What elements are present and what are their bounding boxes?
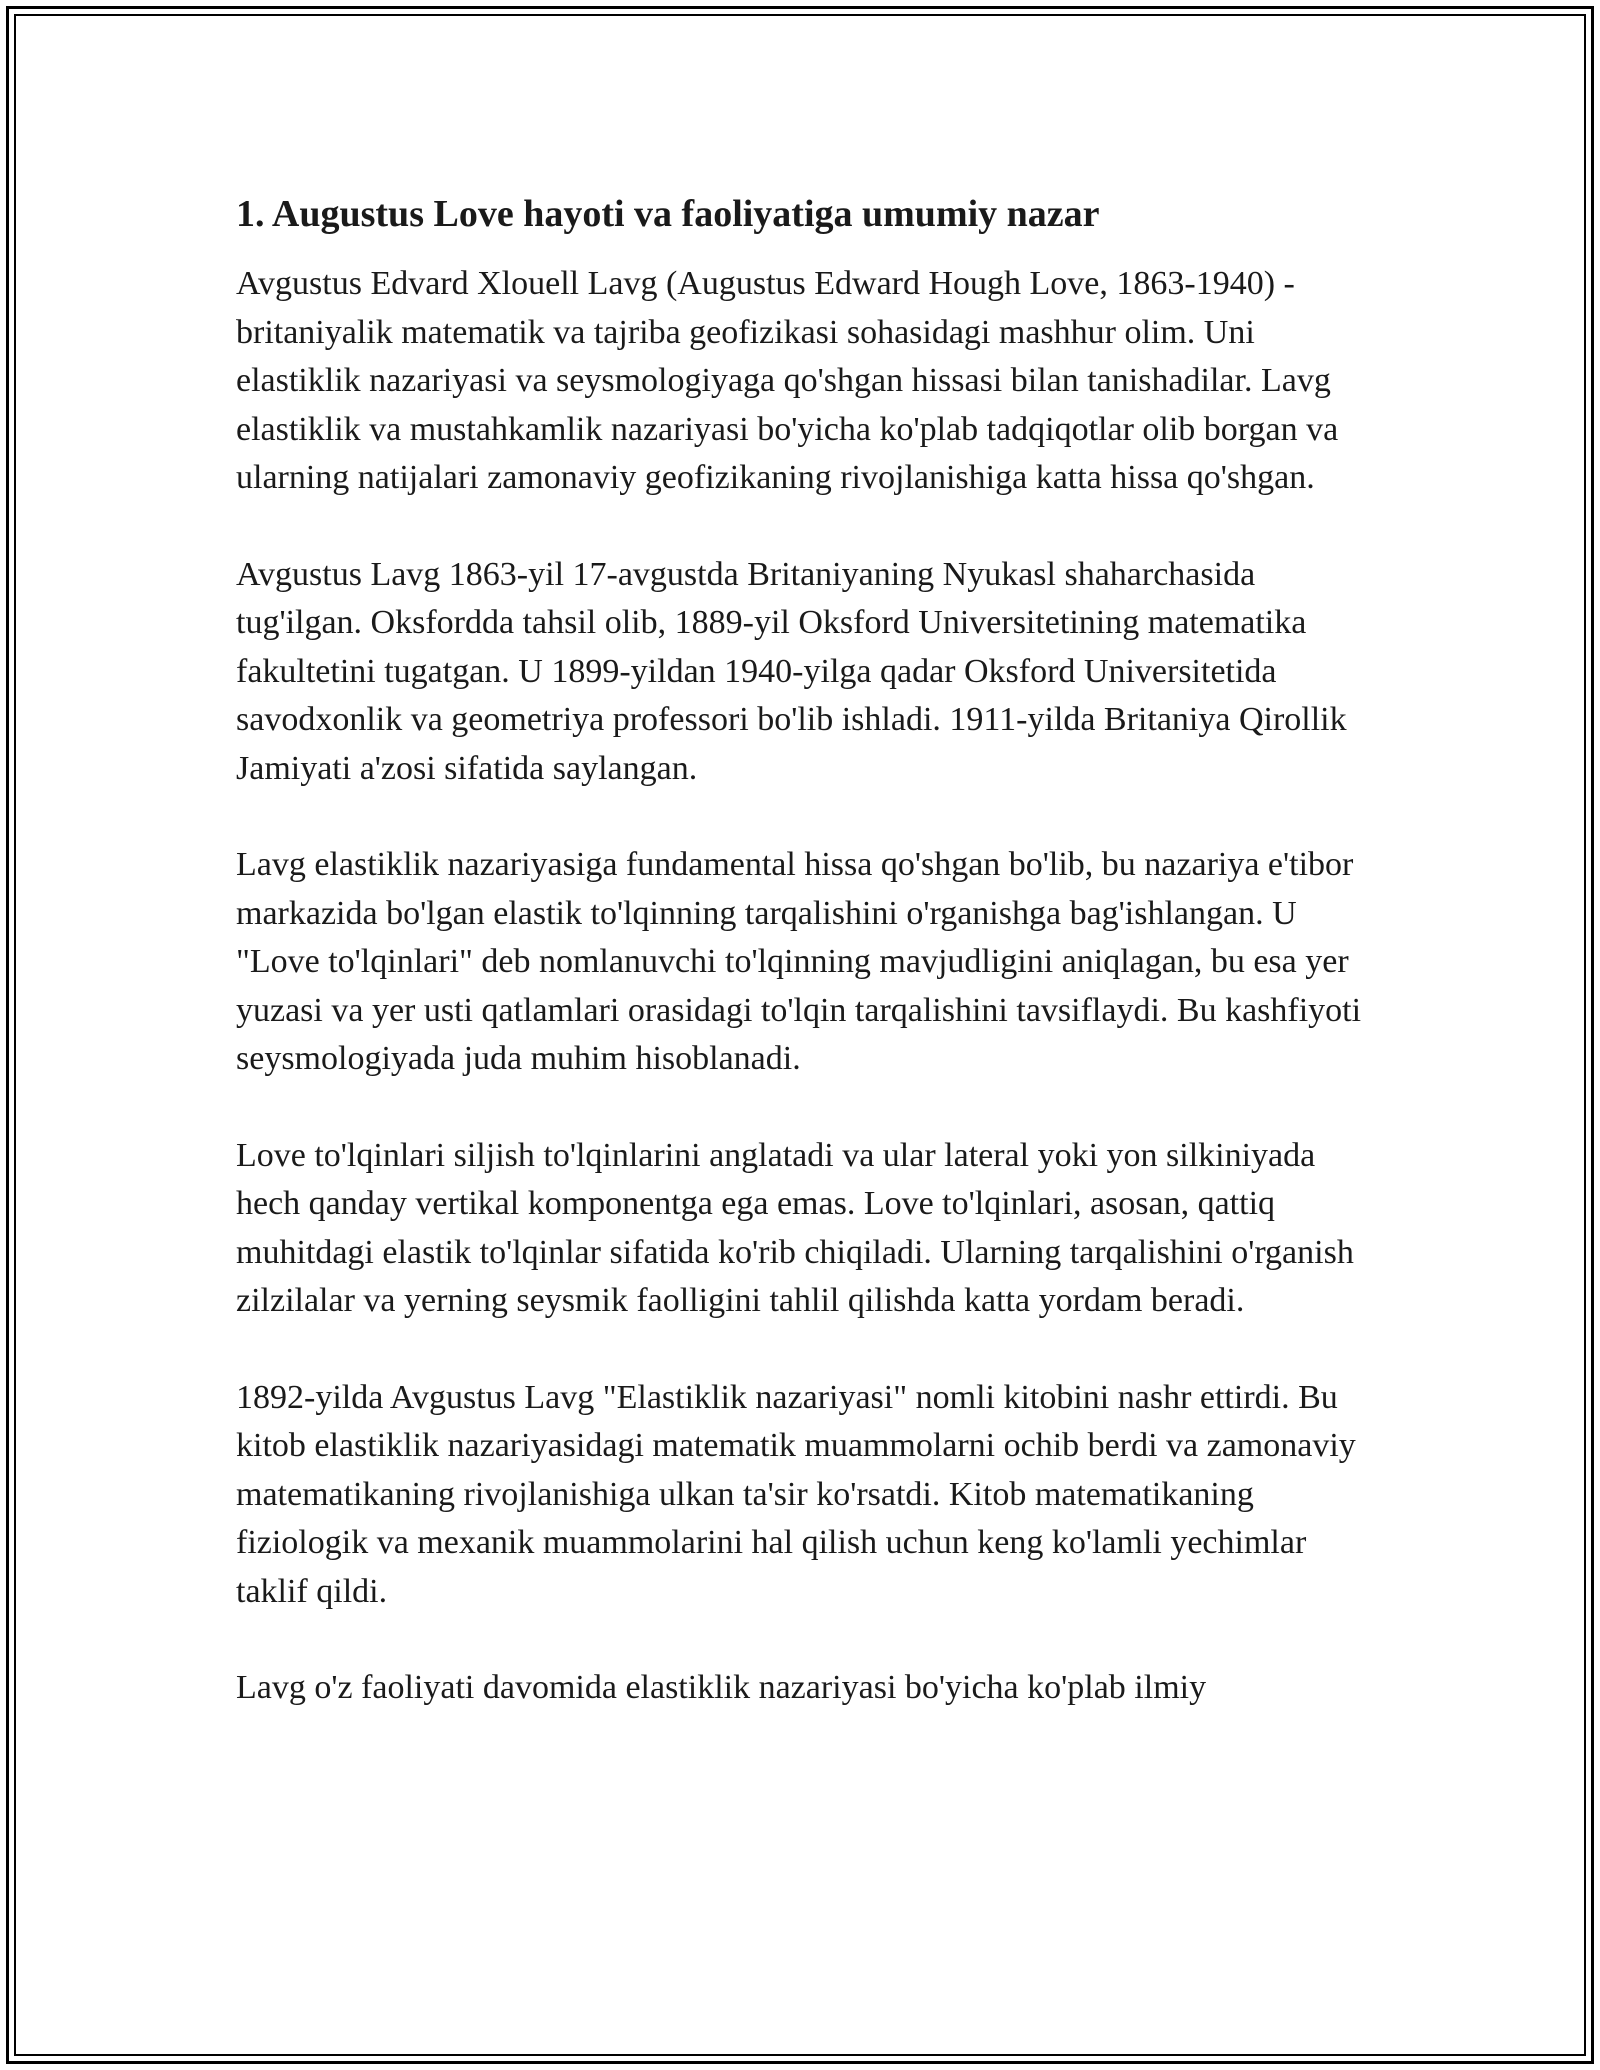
document-body: [236, 186, 1376, 1761]
paragraph-continuation: Lavg o'z faoliyati davomida elastiklik nazariyasi bo'yicha ko'plab ilmiy: [236, 1669, 1207, 1706]
paragraph-intro: Avgustus Edvard Xlouell Lavg (Augustus Edward Hough Love, 1863-1940) - britaniyalik matematik va tajriba geofizikasi sohasidagi mashhur olim. Uni elastiklik nazariyasi va seysmologiyaga qo'shgan hissasi bilan tanishadilar. Lavg elastiklik va mustahkamlik nazariyasi bo'yicha ko'plab tadqiqotlar olib borgan va ularning natijalari zamonaviy geofizikaning rivojlanishiga katta hissa qo'shgan.: [236, 265, 1339, 496]
paragraph-book: 1892-yilda Avgustus Lavg "Elastiklik nazariyasi" nomli kitobini nashr ettirdi. Bu kitob elastiklik nazariyasidagi matematik muammolarni ochib berdi va zamonaviy matematikaning rivojlanishiga ulkan ta'sir ko'rsatdi. Kitob matematikaning fiziologik va mexanik muammolarini hal qilish uchun keng ko'lamli yechimlar taklif qildi.: [236, 1378, 1356, 1610]
paragraph-biography: Avgustus Lavg 1863-yil 17-avgustda Britaniyaning Nyukasl shaharchasida tug'ilgan. Oksfordda tahsil olib, 1889-yil Oksford Universitetining matematika fakultetini tugatgan. U 1899-yildan 1940-yilga qadar Oksford Universitetida savodxonlik va geometriya professori bo'lib ishladi. 1911-yilda Britaniya Qirollik Jamiyati a'zosi sifatida saylangan.: [236, 555, 1347, 787]
paragraph-elasticity-theory: Lavg elastiklik nazariyasiga fundamental hissa qo'shgan bo'lib, bu nazariya e'tibor markazida bo'lgan elastik to'lqinning tarqalishini o'rganishga bag'ishlangan. U "Love to'lqinlari" deb nomlanuvchi to'lqinning mavjudligini aniqlagan, bu esa yer yuzasi va yer usti qatlamlari orasidagi to'lqin tarqalishini tavsiflaydi. Bu kashfiyoti seysmologiyada juda muhim hisoblanadi.: [236, 846, 1362, 1077]
section-heading: 1. Augustus Love hayoti va faoliyatiga umumiy nazar: [236, 193, 1100, 235]
paragraph-love-waves: Love to'lqinlari siljish to'lqinlarini anglatadi va ular lateral yoki yon silkiniyada hech qanday vertikal komponentga ega emas. Love to'lqinlari, asosan, qattiq muhitdagi elastik to'lqinlar sifatida ko'rib chiqiladi. Ularning tarqalishini o'rganish zilzilalar va yerning seysmik faolligini tahlil qilishda katta yordam beradi.: [236, 1136, 1354, 1319]
